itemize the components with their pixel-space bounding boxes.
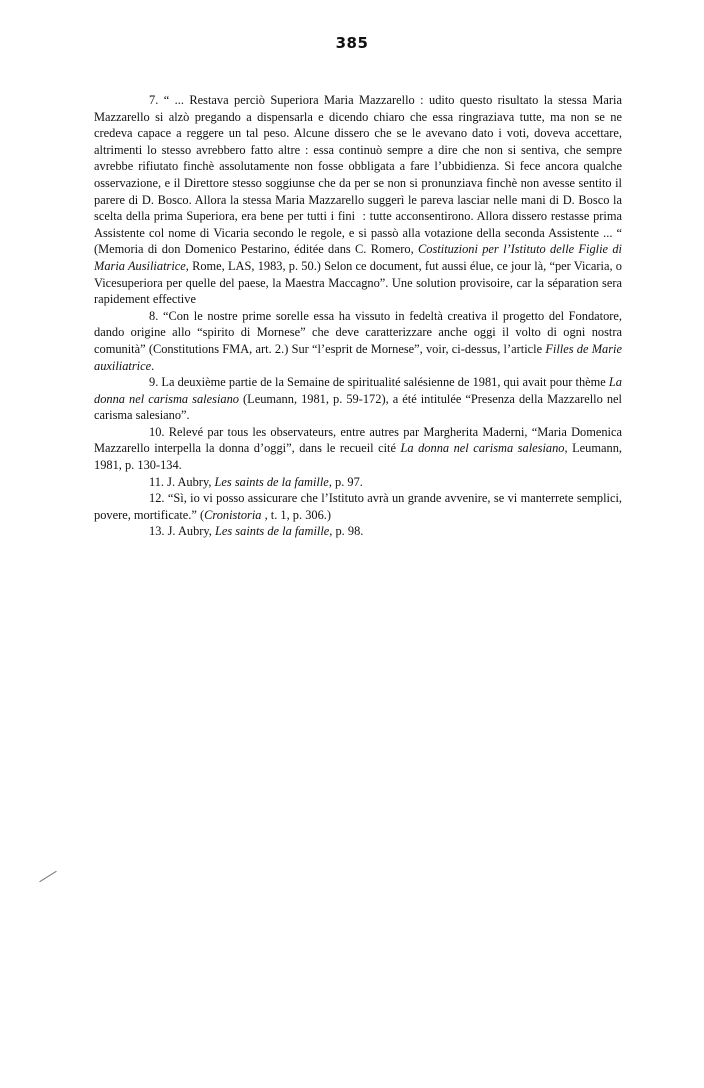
note-text: “Sì, io vi posso assicurare che l’Istituto avrà un grande avvenire, se vi manterrete semplici, povere, mortificate.” (	[94, 491, 622, 522]
endnote-7	[94, 92, 622, 308]
endnote-13	[94, 523, 622, 540]
note-text: J. Aubry,	[167, 474, 215, 489]
note-number: 13.	[149, 524, 165, 539]
note-number: 12.	[149, 491, 165, 506]
note-text: , Leumann, 1981, p. 130-134.	[94, 441, 622, 473]
note-number: 7.	[149, 93, 159, 107]
note-text: “ ... Restava perciò Superiora Maria Mazzarello : udito questo risultato la stessa Maria Mazzarello si alzò pregando a dispensarla e dicendo chiaro che essa ringraziava tutte, ma non se ne credeva capace a reggere un tal peso. Alcune dissero che se le avevano dato i voti, doveva accettare, altrimenti lo stesso avrebbero fatto altre : essa continuò sempre a dire che non si sentiva, che sempre avrebbe rifiutato finchè assolutamente non fosse obbligata a fare l’ubbidienza. Si fece ancora qualche osservazione, e il Direttore stesso soggiunse che da per se non si pronunziava finchè non avesse sentito il parere di D. Bosco. Allora la stessa Maria Mazzarello suggerì le pareva lasciar nelle mani di D. Bosco la scelta della prima Superiora, era bene per tutti i fini : tutte acconsentirono. Allora dissero restasse prima Assistente col nome di Vicaria secondo le regole, e si passò alla votazione della seconda Assistente ... “ (Memoria di don Domenico Pestarino, éditée dans C. Romero,	[94, 93, 622, 257]
note-text: , p. 97.	[328, 474, 363, 489]
note-text: J. Aubry,	[167, 524, 215, 539]
endnote-8	[94, 308, 622, 374]
endnote-11	[94, 474, 622, 491]
note-text: , t. 1, p. 306.)	[261, 507, 332, 522]
note-number: 8.	[149, 308, 159, 323]
note-number: 10.	[149, 424, 165, 439]
note-italic-title: Cronistoria	[204, 507, 262, 522]
note-italic-title: Costituzioni per l’Istituto delle Figlie di Maria Ausiliatrice	[94, 242, 622, 273]
note-text: (Leumann, 1981, p. 59-172), a été intitulée “Presenza della Mazzarello nel carisma salesiano”.	[94, 391, 622, 423]
note-italic-title: Les saints de la famille	[214, 474, 329, 489]
note-number: 11.	[149, 474, 165, 489]
endnote-10	[94, 424, 622, 474]
note-italic-title: Filles de Marie auxiliatrice	[94, 341, 623, 373]
page-number: 385	[335, 34, 369, 52]
note-number: 9.	[149, 375, 159, 390]
note-text: Relevé par tous les observateurs, entre autres par Margherita Maderni, “Maria Domenica Mazzarello interpella la donna d’oggi”, dans le recueil cité	[94, 424, 622, 456]
endnotes	[94, 92, 622, 540]
note-text: , p. 98.	[329, 524, 364, 539]
endnote-9	[94, 374, 622, 424]
note-italic-title: La donna nel carisma salesiano	[94, 375, 622, 406]
note-text: La deuxième partie de la Semaine de spiritualité salésienne de 1981, qui avait pour thème	[161, 375, 609, 390]
note-italic-title: La donna nel carisma salesiano	[400, 441, 565, 456]
endnote-12	[94, 490, 622, 523]
note-text: “Con le nostre prime sorelle essa ha vissuto in fedeltà creativa il progetto del Fondatore, dando origine allo “spirito di Mornese” che deve caratterizzare anche oggi il volto di ogni nostra comunità” (Constitutions FMA, art. 2.) Sur “l’esprit de Mornese”, voir, ci-dessus, l’article	[94, 308, 622, 356]
note-text: , Rome, LAS, 1983, p. 50.) Selon ce document, fut aussi élue, ce jour là, “per Vicaria, o Vicesuperiora per quelle del paese, la Maestra Maccagno”. Une solution provisoire, car la séparation sera rapidement effective	[94, 258, 622, 307]
note-text: .	[151, 358, 155, 373]
note-italic-title: Les saints de la famille	[215, 524, 330, 539]
pen-mark	[39, 871, 56, 882]
